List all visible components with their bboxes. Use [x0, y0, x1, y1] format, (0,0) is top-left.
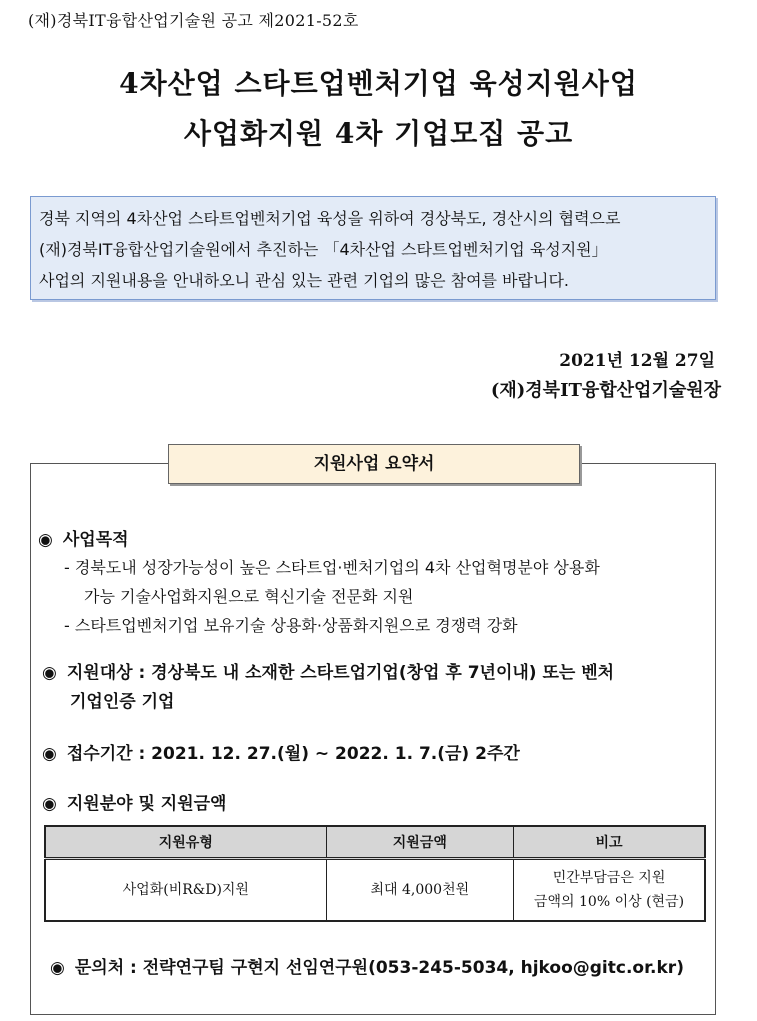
- announcement-date: 2021년 12월 27일: [559, 351, 715, 371]
- purpose-item: - 경북도내 성장가능성이 높은 스타트업·벤처기업의 4차 산업혁명분야 상용화: [64, 558, 600, 577]
- purpose-item-continued: 가능 기술사업화지원으로 혁신기술 전문화 지원: [84, 587, 414, 606]
- note-line: 금액의 10% 이상 (현금): [534, 894, 685, 910]
- intro-line: 경북 지역의 4차산업 스타트업벤처기업 육성을 위하여 경상북도, 경산시의 협력으로: [39, 209, 621, 228]
- support-table: [44, 825, 706, 922]
- contact-line: [50, 953, 684, 978]
- table-cell-amount: 최대 4,000천원: [326, 859, 513, 922]
- note-line: 민간부담금은 지원: [552, 870, 666, 886]
- page-title-line-1: 4차산업 스타트업벤처기업 육성지원사업: [119, 67, 638, 100]
- bullet-icon: ◉: [42, 744, 57, 764]
- table-header: 지원금액: [326, 826, 513, 859]
- table-header: 비고: [514, 826, 705, 859]
- summary-title: 지원사업 요약서: [168, 444, 580, 484]
- table-cell-type: 사업화(비R&D)지원: [45, 859, 326, 922]
- target-text: 지원대상 : 경상북도 내 소재한 스타트업기업(창업 후 7년이내) 또는 벤처: [66, 663, 615, 683]
- purpose-heading: [38, 525, 129, 550]
- page-title-line-2: 사업화지원 4차 기업모집 공고: [183, 117, 574, 150]
- target-line-2: 기업인증 기업: [70, 692, 175, 712]
- intro-box: [30, 196, 716, 300]
- bullet-icon: ◉: [50, 958, 65, 978]
- issuer-name: (재)경북IT융합산업기술원장: [490, 380, 721, 401]
- bullet-icon: ◉: [38, 530, 53, 550]
- intro-line: (재)경북IT융합산업기술원에서 추진하는 「4차산업 스타트업벤처기업 육성지원」: [39, 240, 608, 259]
- table-header: 지원유형: [45, 826, 326, 859]
- table-row: [45, 859, 705, 922]
- intro-line: 사업의 지원내용을 안내하오니 관심 있는 관련 기업의 많은 참여를 바랍니다.: [39, 271, 569, 290]
- purpose-item: - 스타트업벤처기업 보유기술 상용화·상품화지원으로 경쟁력 강화: [64, 616, 518, 635]
- notice-number: (재)경북IT융합산업기술원 공고 제2021-52호: [28, 11, 359, 30]
- bullet-icon: ◉: [42, 794, 57, 814]
- table-header-row: [45, 826, 705, 859]
- bullet-icon: ◉: [42, 663, 57, 683]
- target-line-1: [42, 658, 614, 683]
- period-line: [42, 739, 520, 764]
- purpose-heading-label: 사업목적: [62, 530, 129, 550]
- period-text: 접수기간 : 2021. 12. 27.(월) ~ 2022. 1. 7.(금) 2주간: [66, 744, 520, 764]
- contact-text: 문의처 : 전략연구팀 구현지 선임연구원(053-245-5034, hjkoo@gitc.or.kr): [74, 958, 684, 978]
- table-cell-note: [514, 859, 705, 922]
- field-heading-label: 지원분야 및 지원금액: [66, 794, 227, 814]
- field-heading: [42, 789, 226, 814]
